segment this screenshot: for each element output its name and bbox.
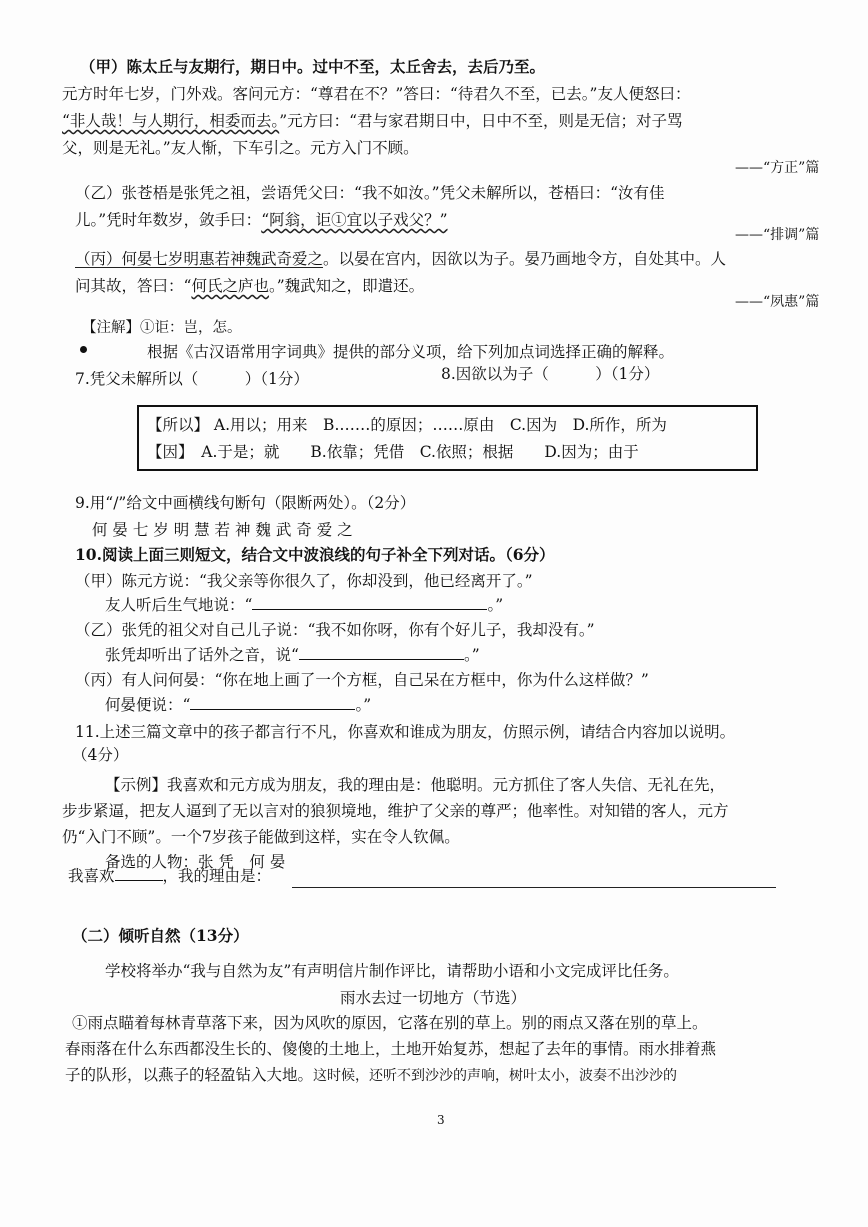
q10-yi-prompt: （乙）张凭的祖父对自己儿子说：“我不如你呀，你有个好儿子，我却没有。” <box>75 621 595 639</box>
candidates: 备选的人物：张 凭 何 晏 <box>105 853 286 871</box>
q10-jia-reply-label: 友人听后生气地说：“ <box>105 596 253 614</box>
wavy-sentence-yi: “阿翁，讵①宜以子戏父？” <box>261 211 448 229</box>
poem-line3b: 这时候，还听不到沙沙的声响，树叶太小，波奏不出沙沙的 <box>313 1068 678 1084</box>
section2-title: （二）倾听自然（13分） <box>72 926 249 945</box>
answer-blank-yi[interactable] <box>299 645 464 660</box>
poem-line3 <box>65 1065 677 1086</box>
question-11-score: （4分） <box>72 746 129 764</box>
answer-line <box>68 866 271 886</box>
bullet-dot <box>80 346 87 353</box>
passage-jia-line1: （甲）陈太丘与友期行，期日中。过中不至，太丘舍去，去后乃至。 <box>80 57 546 76</box>
q10-yi-reply <box>105 645 480 665</box>
question-7: 7.凭父未解所以（ ）（1分） <box>75 370 309 388</box>
example-line1: 【示例】我喜欢和元方成为朋友，我的理由是：他聪明。元方抓住了客人失信、无礼在先， <box>105 776 726 794</box>
answer-mid: ，我的理由是： <box>162 867 272 885</box>
question-10: 10.阅读上面三则短文，结合文中波浪线的句子补全下列对话。（6分） <box>75 545 555 564</box>
section2-intro: 学校将举办“我与自然为友”有声明信片制作评比，请帮助小语和小文完成评比任务。 <box>105 962 679 980</box>
answer-blank-bing[interactable] <box>190 695 355 710</box>
passage-bing-line1 <box>75 249 726 269</box>
passage-yi-line2-pre: 儿。”凭时年数岁，敛手曰： <box>75 211 262 229</box>
q10-jia-reply <box>105 595 503 615</box>
source-fangzheng: ——“方正”篇 <box>735 160 820 176</box>
passage-bing-line1-rest: 。以晏在宫内，因欲以为子。晏乃画地令方，自处其中。人 <box>323 250 727 268</box>
question-8: 8.因欲以为子（ ）（1分） <box>441 365 660 383</box>
question-11: 11.上述三篇文章中的孩子都言行不凡，你喜欢和谁成为朋友，仿照示例，请结合内容加以说明。 <box>75 723 736 741</box>
example-line2: 步步紧逼，把友人逼到了无以言对的狼狈境地，维护了父亲的尊严；他率性。对知错的客人，元方 <box>62 802 729 820</box>
dictionary-row-yin: 【因】 A.于是；就 B.依靠；凭借 C.依照；根据 D.因为；由于 <box>147 443 639 461</box>
dictionary-box <box>137 405 758 471</box>
page-number: 3 <box>437 1113 445 1127</box>
q10-yi-close: 。” <box>463 646 480 664</box>
poem-line1: ①雨点瞄着每林青草落下来，因为风吹的原因，它落在别的草上。别的雨点又落在别的草上。 <box>72 1014 708 1032</box>
source-paidiao: ——“排调”篇 <box>735 227 820 243</box>
annotation-note: 【注解】①讵：岂，怎。 <box>82 320 242 336</box>
wavy-sentence-bing: 何氏之庐也 <box>191 277 269 295</box>
question-9: 9.用“/”给文中画横线句断句（限断两处）。（2分） <box>75 494 416 512</box>
underlined-sentence-bing: （丙）何晏七岁明惠若神魏武奇爱之 <box>75 250 324 268</box>
answer-blank-person[interactable] <box>115 866 163 881</box>
q10-jia-close: 。” <box>487 596 504 614</box>
passage-jia-line3-rest: ”元方曰：“君与家君期日中，日中不至，则是无信；对子骂 <box>279 112 683 130</box>
passage-yi-line1: （乙）张苍梧是张凭之祖，尝语凭父曰：“我不如汝。”凭父未解所以，苍梧曰：“汝有佳 <box>75 184 665 202</box>
passage-jia-line2: 元方时年七岁，门外戏。客问元方：“尊君在不？”答曰：“待君久不至，已去。”友人便怒曰： <box>62 85 691 103</box>
q10-yi-reply-label: 张凭却听出了话外之音，说“ <box>105 646 299 664</box>
passage-bing-line2-rest: 。”魏武知之，即遣还。 <box>268 277 425 295</box>
question-9-sentence: 何 晏 七 岁 明 慧 若 神 魏 武 奇 爱 之 <box>92 521 353 539</box>
example-line3: 仍“入门不顾”。一个7岁孩子能做到这样，实在令人钦佩。 <box>62 828 460 846</box>
wavy-sentence-jia: “非人哉！与人期行，相委而去。 <box>62 112 280 130</box>
q10-bing-reply-label: 何晏便说：“ <box>105 696 191 714</box>
passage-jia-line4: 父，则是无礼。”友人惭，下车引之。元方入门不顾。 <box>62 139 419 157</box>
dictionary-instruction: 根据《古汉语常用字词典》提供的部分义项，给下列加点词选择正确的解释。 <box>147 343 675 361</box>
q10-bing-reply <box>105 695 371 715</box>
poem-title: 雨水去过一切地方（节选） <box>340 989 527 1007</box>
poem-line2: 春雨落在什么东西都没生长的、傻傻的土地上，土地开始复苏，想起了去年的事情。雨水排着燕 <box>65 1040 717 1058</box>
answer-reason-line[interactable] <box>292 887 776 888</box>
passage-bing-line2-pre: 问其故，答曰：“ <box>75 277 192 295</box>
passage-jia-line3 <box>62 111 683 131</box>
answer-blank-jia[interactable] <box>252 595 487 610</box>
q10-bing-close: 。” <box>355 696 372 714</box>
q10-bing-prompt: （丙）有人问何晏：“你在地上画了一个方框，自己呆在方框中，你为什么这样做？” <box>75 671 649 689</box>
dictionary-row-suoyi: 【所以】 A.用以；用来 B.……的原因；……原由 C.因为 D.所作，所为 <box>147 416 667 434</box>
source-fuhui: ——“夙惠”篇 <box>735 294 820 310</box>
passage-bing-line2 <box>75 276 424 296</box>
passage-yi-line2 <box>75 210 448 230</box>
poem-line3a: 子的队形，以燕子的轻盈钻入大地。 <box>65 1066 314 1084</box>
q10-jia-prompt: （甲）陈元方说：“我父亲等你很久了，你却没到，他已经离开了。” <box>75 572 533 590</box>
answer-pre: 我喜欢 <box>68 867 115 885</box>
